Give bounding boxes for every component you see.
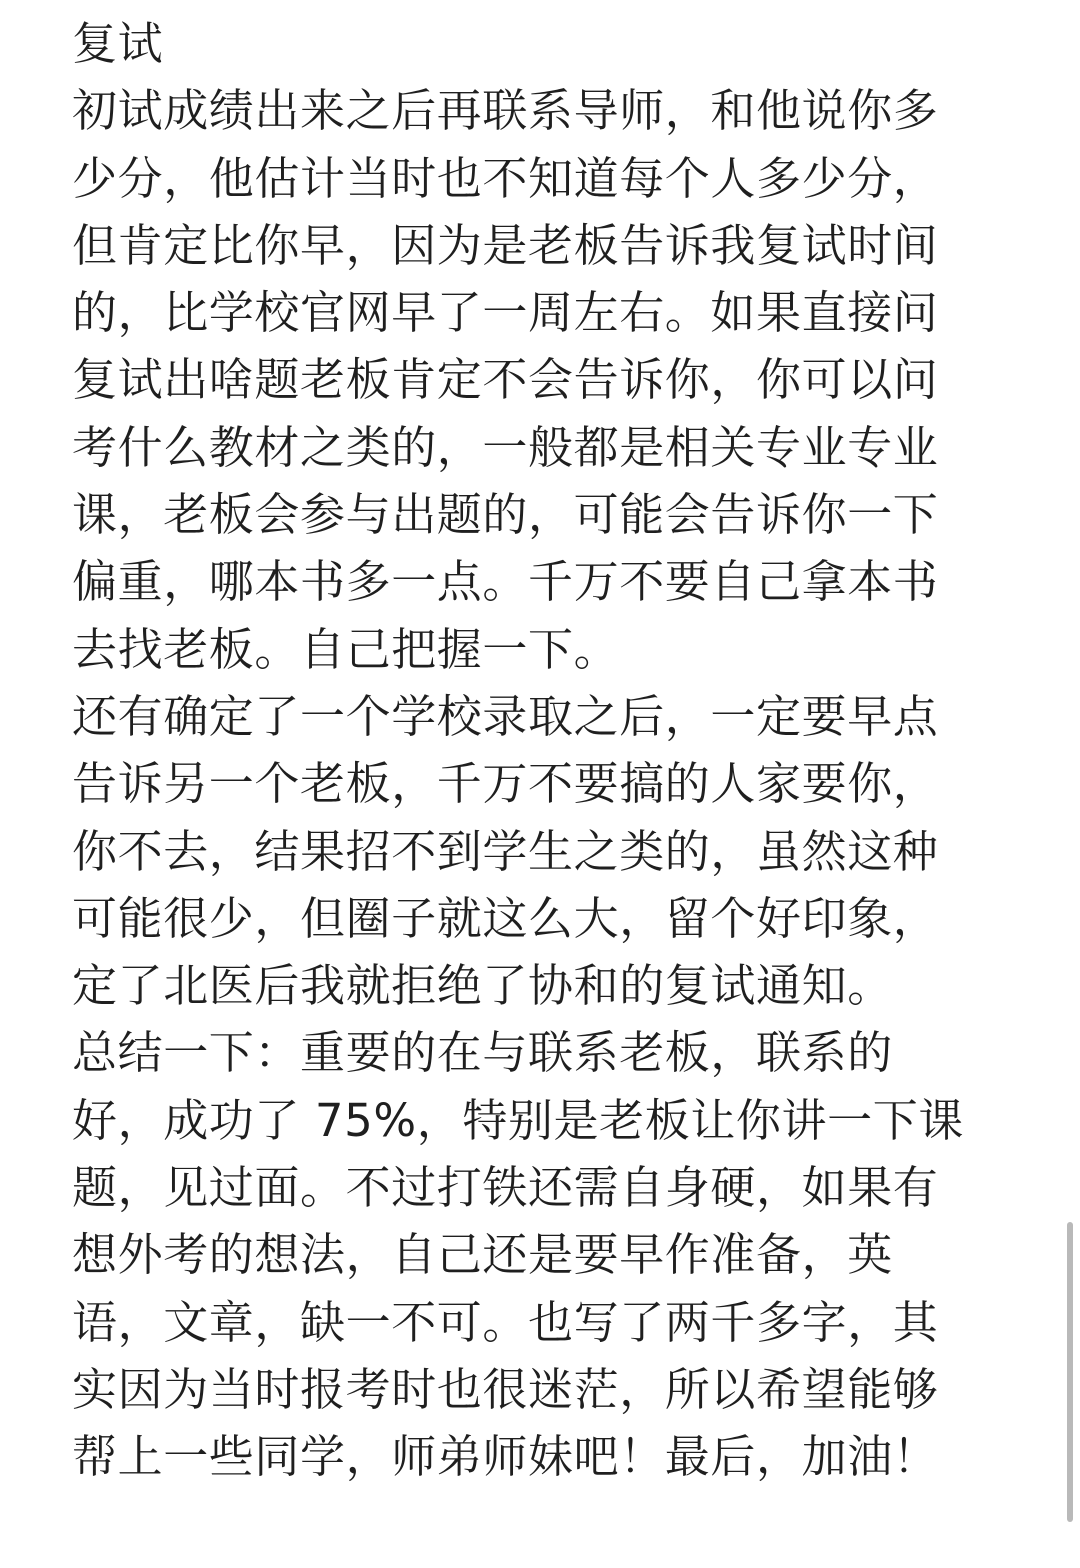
text-line: 课，老板会参与出题的，可能会告诉你一下 xyxy=(72,488,939,542)
text-line: 想外考的想法，自己还是要早作准备，英 xyxy=(72,1228,893,1282)
text-line: 好，成功了 75%，特别是老板让你讲一下课 xyxy=(72,1093,964,1147)
text-line: 初试成绩出来之后再联系导师，和他说你多 xyxy=(72,84,939,138)
article-body xyxy=(72,10,992,1491)
text-line: 定了北医后我就拒绝了协和的复试通知。 xyxy=(72,959,893,1013)
text-line: 偏重，哪本书多一点。千万不要自己拿本书 xyxy=(72,555,939,609)
section-heading: 复试 xyxy=(72,17,164,70)
text-line: 去找老板。自己把握一下。 xyxy=(72,622,620,676)
text-line: 可能很少，但圈子就这么大，留个好印象， xyxy=(72,891,939,945)
text-line: 题，见过面。不过打铁还需自身硬，如果有 xyxy=(72,1161,939,1215)
text-line: 还有确定了一个学校录取之后，一定要早点 xyxy=(72,689,939,743)
text-line: 的，比学校官网早了一周左右。如果直接问 xyxy=(72,286,939,340)
text-line: 告诉另一个老板，千万不要搞的人家要你， xyxy=(72,757,939,811)
text-line: 少分，他估计当时也不知道每个人多少分， xyxy=(72,151,939,205)
text-line: 但肯定比你早，因为是老板告诉我复试时间 xyxy=(72,218,939,272)
text-line: 实因为当时报考时也很迷茫，所以希望能够 xyxy=(72,1362,939,1416)
text-line: 考什么教材之类的，一般都是相关专业专业 xyxy=(72,420,939,474)
text-line: 你不去，结果招不到学生之类的，虽然这种 xyxy=(72,824,939,878)
text-line: 语，文章，缺一不可。也写了两千多字，其 xyxy=(72,1295,939,1349)
text-line: 总结一下：重要的在与联系老板，联系的 xyxy=(72,1026,893,1080)
text-line: 复试出啥题老板肯定不会告诉你，你可以问 xyxy=(72,353,939,407)
text-line: 帮上一些同学，师弟师妹吧！最后，加油！ xyxy=(72,1430,939,1484)
vertical-scrollbar[interactable] xyxy=(1067,1222,1073,1522)
